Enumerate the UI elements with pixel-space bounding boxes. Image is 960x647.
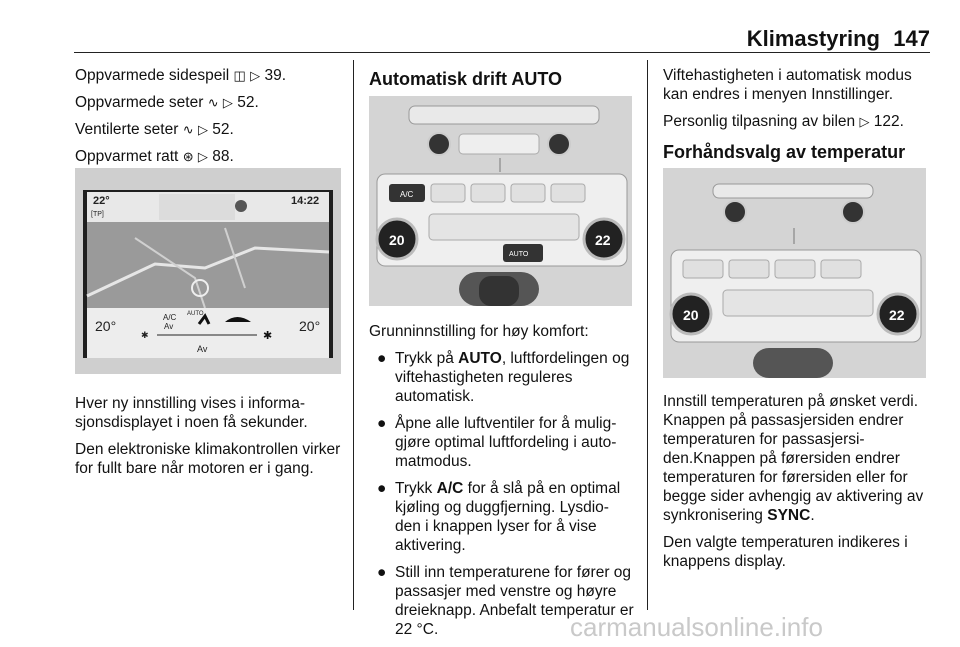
temperature-preset-heading: Forhåndsvalg av temperatur xyxy=(663,142,906,162)
display-tp-label: [TP] xyxy=(91,211,104,218)
ref-ventilated-seats: Ventilerte seter ∿ ▷ 52. xyxy=(75,121,234,138)
ref-heated-seats: Oppvarmede seter ∿ ▷ 52. xyxy=(75,94,259,111)
bullet-auto: ● Trykk på AUTO, luftfordelingen og viftehastigheten reguleres automatisk. xyxy=(377,350,630,405)
bullet-vents: ● Åpne alle luftventiler for å mulig- gjøre optimal luftfordeling i auto- matmodus. xyxy=(377,415,617,470)
passenger-knob-value: 22 xyxy=(889,307,905,323)
right-column-top xyxy=(663,66,929,163)
ref-heated-mirrors: Oppvarmede sidespeil ◫ ▷ 39. xyxy=(75,67,287,84)
display-auto-label: AUTO xyxy=(187,311,204,317)
right-column-text xyxy=(663,392,929,579)
watermark: carmanualsonline.info xyxy=(570,612,823,642)
header-rule xyxy=(74,52,930,53)
left-knob-value: 20 xyxy=(389,232,405,248)
heated-mirror-icon: ◫ xyxy=(233,68,246,83)
left-column-text xyxy=(75,394,345,486)
bullet-icon: ● xyxy=(377,564,387,581)
display-temp-right: 20° xyxy=(299,318,321,334)
display-temp-left: 20° xyxy=(95,318,117,334)
display-fan-state: Av xyxy=(197,344,208,354)
bullet-ac: ● Trykk A/C for å slå på en optimal kjøling og duggfjerning. Lysdio- den i knappen lyser for å vise aktivering. xyxy=(377,480,621,554)
auto-mode-heading: Automatisk drift AUTO xyxy=(369,69,563,89)
bullet-icon: ● xyxy=(377,415,387,432)
middle-column-heading-wrap xyxy=(369,68,634,90)
climate-control-paragraph: Den elektroniske klimakontrollen virker for fullt bare når motoren er i gang. xyxy=(75,441,341,477)
page-number: 147 xyxy=(893,26,930,51)
right-knob-value: 22 xyxy=(595,232,611,248)
info-display-paragraph: Hver ny innstilling vises i informa- sjonsdisplayet i noen få sekunder. xyxy=(75,395,308,431)
ac-button-label: A/C xyxy=(400,190,414,199)
temperature-panel-figure xyxy=(663,168,926,378)
heated-steering-wheel-icon: ⊛ xyxy=(182,149,194,164)
middle-column-text xyxy=(369,322,637,647)
comfort-intro: Grunninnstilling for høy komfort: xyxy=(369,323,589,340)
left-column xyxy=(75,66,345,174)
ventilated-seat-icon: ∿ xyxy=(182,122,194,137)
nav-source-icon xyxy=(235,200,247,212)
fan-large-icon: ✱ xyxy=(263,330,273,342)
temperature-display-paragraph: Den valgte temperaturen indikeres i knappens display. xyxy=(663,534,908,570)
display-ac-label: A/C xyxy=(163,313,177,322)
bullet-icon: ● xyxy=(377,350,387,367)
running-header-title: Klimastyring xyxy=(746,26,880,51)
auto-panel-figure xyxy=(369,96,632,306)
info-display-figure xyxy=(75,168,341,374)
fan-speed-bar xyxy=(157,334,257,336)
column-divider-left xyxy=(353,60,354,610)
display-time: 14:22 xyxy=(291,195,320,207)
display-ac-state: Av xyxy=(164,322,174,331)
display-temp-top: 22° xyxy=(93,195,110,207)
heated-seat-icon: ∿ xyxy=(207,95,219,110)
ref-heated-steering-wheel: Oppvarmet ratt ⊛ ▷ 88. xyxy=(75,148,234,165)
comfort-bullet-list xyxy=(369,349,637,639)
bullet-temperature: ● Still inn temperaturene for fører og passasjer med venstre og høyre dreieknapp. Anbefalt temperatur er 22 °C. xyxy=(377,564,634,638)
fan-small-icon: ✱ xyxy=(141,330,149,340)
driver-knob-value: 20 xyxy=(683,307,699,323)
temperature-setting-paragraph: Innstill temperaturen på ønsket verdi. Knappen på passasjersiden endrer temperaturen for passasjersi- den.Knappen på førersiden endrer temperaturen for førersiden eller for begge sider avhengig av aktivering av synkronisering SYNC. xyxy=(663,393,924,524)
bullet-icon: ● xyxy=(377,480,387,497)
column-divider-right xyxy=(647,60,648,610)
auto-button-label: AUTO xyxy=(509,251,529,258)
personalisation-ref: Personlig tilpasning av bilen ▷ 122. xyxy=(663,113,904,130)
fan-speed-paragraph: Viftehastigheten i automatisk modus kan endres i menyen Innstillinger. xyxy=(663,67,912,103)
